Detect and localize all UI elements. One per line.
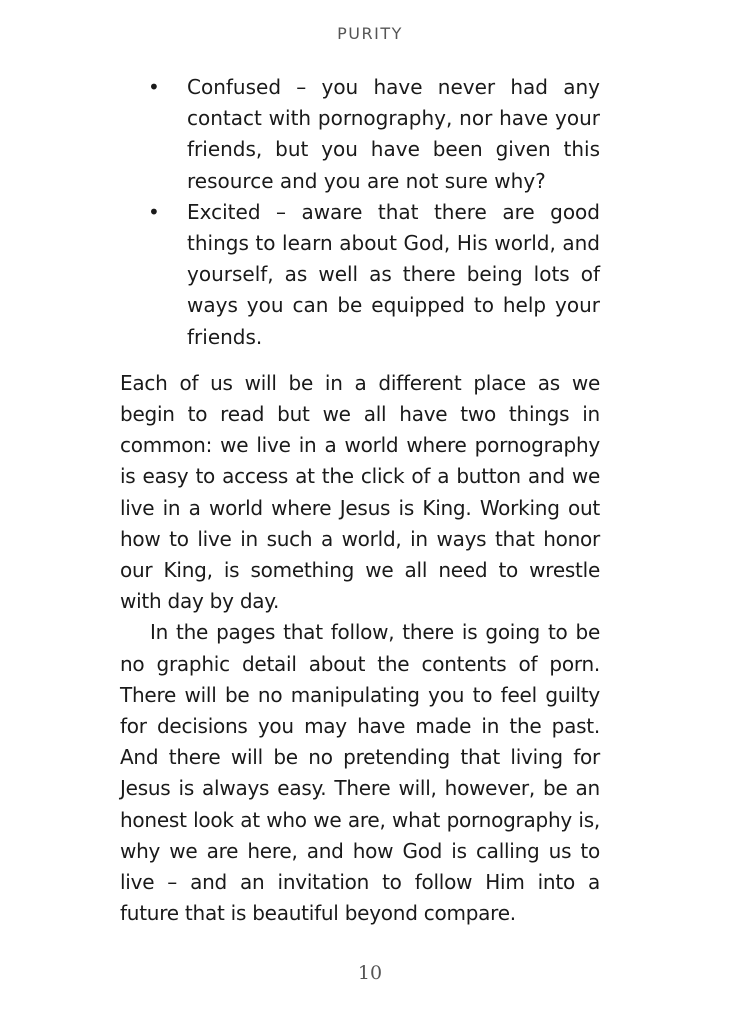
running-header: PURITY	[337, 24, 403, 43]
bullet-icon: •	[148, 75, 160, 99]
bullet-text: Confused – you have never had any contact with pornography, nor have your friends, but you have been given this resource and you are not sure why?	[187, 75, 600, 193]
bullet-item-confused	[120, 72, 600, 197]
page-number: 10	[357, 962, 383, 984]
bullet-list	[120, 72, 600, 353]
paragraph-common-things: Each of us will be in a different place as we begin to read but we all have two things in common: we live in a world where pornography is easy to access at the click of a button and we live in a world where Jesus is King. Working out how to live in such a world, in ways that honor our King, is something we all need to wrestle with day by day.	[120, 370, 600, 614]
bullet-text: Excited – aware that there are good things to learn about God, His world, and yourself, as well as there being lots of ways you can be equipped to help your friends.	[187, 199, 600, 349]
paragraph-pages-that-follow: In the pages that follow, there is going to be no graphic detail about the contents of porn. There will be no manipulating you to feel guilty for decisions you may have made in the past. And there will be no pretending that living for Jesus is always easy. There will, however, be an honest look at who we are, what pornography is, why we are here, and how God is calling us to live – and an invitation to follow Him into a future that is beautiful beyond compare.	[120, 620, 600, 926]
bullet-item-excited	[120, 197, 600, 353]
body-text	[120, 72, 600, 929]
bullet-icon: •	[148, 199, 160, 224]
